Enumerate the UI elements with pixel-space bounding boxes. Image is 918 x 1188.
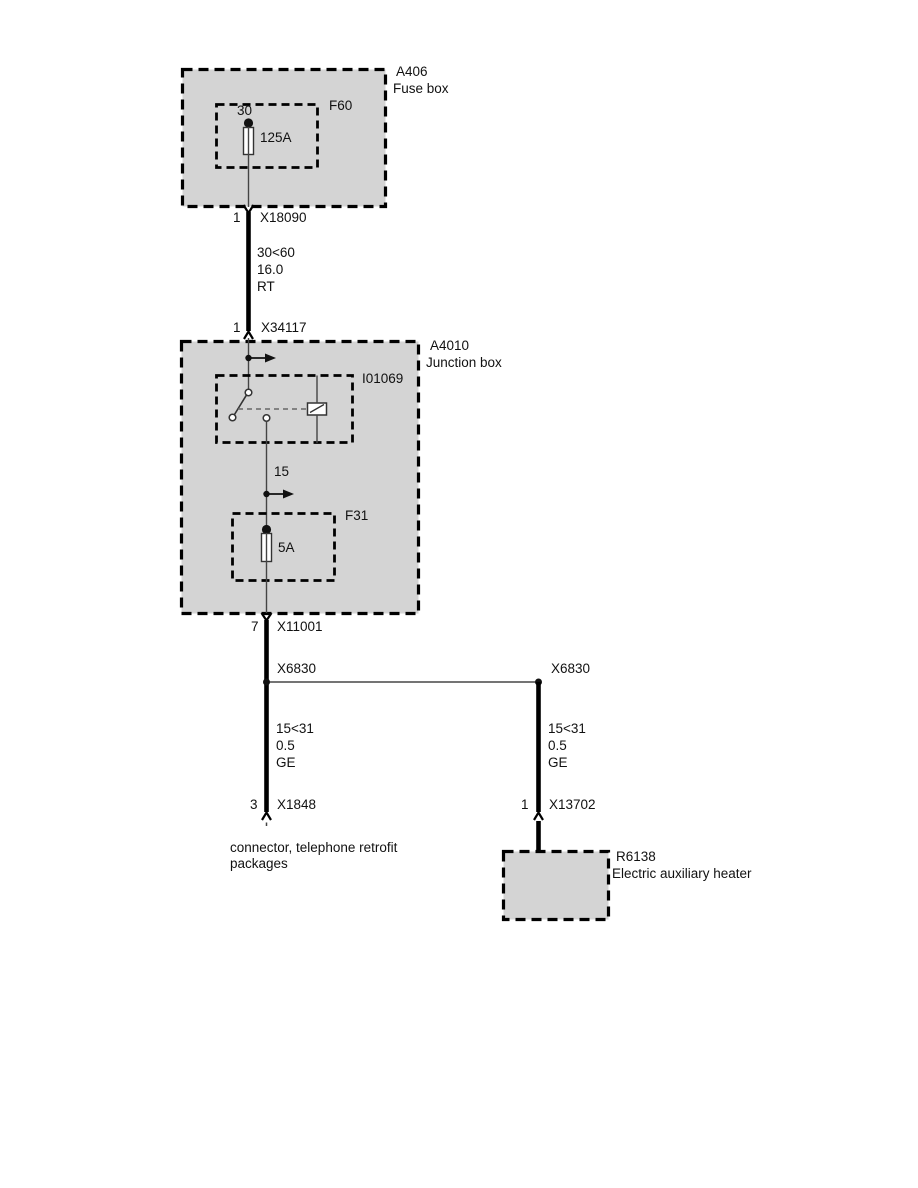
- x13702-code-label: X13702: [549, 797, 596, 812]
- wire-left-size-label: 0.5: [276, 738, 295, 753]
- a4010-name-label: Junction box: [426, 355, 502, 370]
- x18090-pin-label: 1: [233, 210, 241, 225]
- f60-code-label: F60: [329, 98, 353, 113]
- wire-battery-size-label: 16.0: [257, 262, 284, 277]
- circuit-15-label: 15: [274, 464, 290, 479]
- x6830-right-code-label: X6830: [551, 661, 591, 676]
- a406-name-label: Fuse box: [393, 81, 449, 96]
- wire-right-circuit-label: 15<31: [548, 721, 586, 736]
- connector-x1848-symbol: [262, 813, 271, 827]
- telephone-retrofit-note: connector, telephone retrofit packages: [230, 840, 398, 871]
- f60-rating-label: 125A: [260, 130, 292, 145]
- wire-battery-color-label: RT: [257, 279, 275, 294]
- wire-battery-circuit-label: 30<60: [257, 245, 295, 260]
- heater-r6138-outline: [504, 852, 609, 920]
- x11001-pin-label: 7: [251, 619, 259, 634]
- connector-x13702-symbol: [534, 813, 543, 821]
- x34117-code-label: X34117: [261, 320, 307, 335]
- x11001-code-label: X11001: [277, 619, 323, 634]
- r6138-code-label: R6138: [616, 849, 656, 864]
- wire-left-circuit-label: 15<31: [276, 721, 314, 736]
- f31-code-label: F31: [345, 508, 369, 523]
- x34117-pin-label: 1: [233, 320, 241, 335]
- a4010-code-label: A4010: [430, 338, 470, 353]
- x6830-left-code-label: X6830: [277, 661, 317, 676]
- a406-code-label: A406: [396, 64, 428, 79]
- connector-x34117-symbol: [244, 332, 253, 340]
- wire-right-color-label: GE: [548, 755, 568, 770]
- splice-x6830: [263, 679, 542, 686]
- wire-left-color-label: GE: [276, 755, 296, 770]
- f60-terminal-label: 30: [237, 103, 253, 118]
- f31-rating-label: 5A: [278, 540, 295, 555]
- i01069-code-label: I01069: [362, 371, 404, 386]
- r6138-name-label: Electric auxiliary heater: [612, 866, 752, 881]
- x1848-code-label: X1848: [277, 797, 317, 812]
- x13702-pin-label: 1: [521, 797, 529, 812]
- x1848-pin-label: 3: [250, 797, 258, 812]
- wire-right-size-label: 0.5: [548, 738, 567, 753]
- x18090-code-label: X18090: [260, 210, 307, 225]
